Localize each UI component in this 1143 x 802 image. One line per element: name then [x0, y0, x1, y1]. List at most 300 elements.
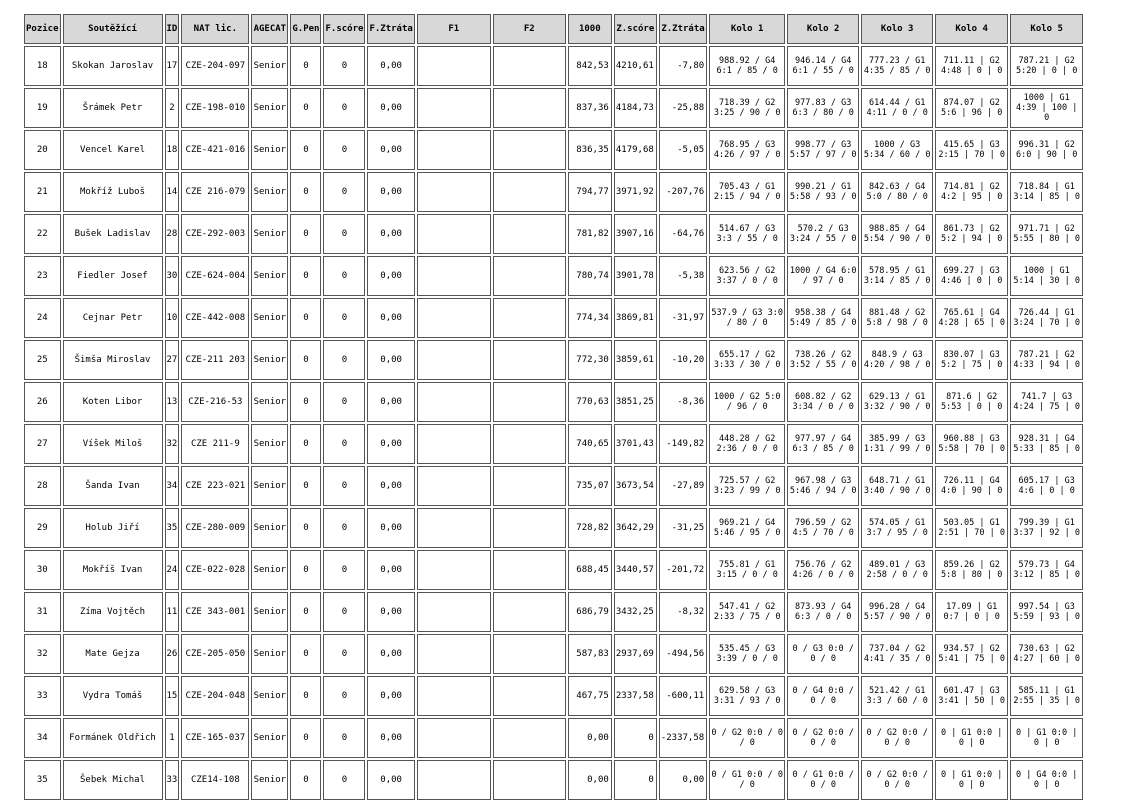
header-f-ztrata: F.Ztráta — [367, 14, 414, 44]
cell-pos: 19 — [24, 88, 61, 128]
header-kolo-1: Kolo 1 — [709, 14, 785, 44]
cell-fscore: 0 — [323, 88, 365, 128]
table-row — [24, 466, 1083, 506]
cell-f1 — [417, 718, 491, 758]
header-nat-lic: NAT lic. — [181, 14, 249, 44]
table-row — [24, 46, 1083, 86]
cell-pos: 24 — [24, 298, 61, 338]
cell-pos: 34 — [24, 718, 61, 758]
cell-kolo4: 17.09 | G1 0:7 | 0 | 0 — [935, 592, 1008, 632]
cell-nat: CZE-216-53 — [181, 382, 249, 422]
cell-agecat: Senior — [251, 172, 288, 212]
cell-k1000: 735,07 — [568, 466, 612, 506]
header-soutezici: Soutěžící — [63, 14, 163, 44]
cell-nat: CZE 223-021 — [181, 466, 249, 506]
cell-f2 — [493, 88, 566, 128]
cell-f2 — [493, 214, 566, 254]
cell-kolo3: 521.42 / G1 3:3 / 60 / 0 — [861, 676, 933, 716]
cell-f1 — [417, 634, 491, 674]
cell-nat: CZE-280-009 — [181, 508, 249, 548]
cell-zscore: 3901,78 — [614, 256, 657, 296]
cell-gpen: 0 — [290, 508, 321, 548]
cell-k1000: 842,53 — [568, 46, 612, 86]
cell-fztrata: 0,00 — [367, 172, 414, 212]
header-z-ztrata: Z.Ztráta — [659, 14, 707, 44]
cell-k1000: 587,83 — [568, 634, 612, 674]
cell-f2 — [493, 592, 566, 632]
cell-pos: 31 — [24, 592, 61, 632]
table-row — [24, 298, 1083, 338]
cell-agecat: Senior — [251, 424, 288, 464]
cell-name: Šanda Ivan — [63, 466, 163, 506]
cell-pos: 23 — [24, 256, 61, 296]
cell-kolo4: 726.11 | G4 4:0 | 90 | 0 — [935, 466, 1008, 506]
cell-name: Šimša Miroslav — [63, 340, 163, 380]
cell-nat: CZE 211-9 — [181, 424, 249, 464]
cell-kolo1: 537.9 / G3 3:0 / 80 / 0 — [709, 298, 785, 338]
cell-fztrata: 0,00 — [367, 382, 414, 422]
cell-k1000: 780,74 — [568, 256, 612, 296]
cell-f1 — [417, 508, 491, 548]
cell-kolo1: 547.41 / G2 2:33 / 75 / 0 — [709, 592, 785, 632]
cell-nat: CZE-198-010 — [181, 88, 249, 128]
cell-fztrata: 0,00 — [367, 676, 414, 716]
cell-f2 — [493, 130, 566, 170]
cell-id: 15 — [165, 676, 180, 716]
cell-k1000: 0,00 — [568, 760, 612, 800]
cell-kolo1: 629.58 / G3 3:31 / 93 / 0 — [709, 676, 785, 716]
cell-agecat: Senior — [251, 634, 288, 674]
cell-gpen: 0 — [290, 46, 321, 86]
cell-kolo1: 718.39 / G2 3:25 / 90 / 0 — [709, 88, 785, 128]
cell-kolo3: 574.05 / G1 3:7 / 95 / 0 — [861, 508, 933, 548]
cell-fscore: 0 — [323, 46, 365, 86]
cell-id: 30 — [165, 256, 180, 296]
cell-nat: CZE14-108 — [181, 760, 249, 800]
cell-kolo3: 842.63 / G4 5:0 / 80 / 0 — [861, 172, 933, 212]
cell-nat: CZE 216-079 — [181, 172, 249, 212]
cell-kolo3: 578.95 / G1 3:14 / 85 / 0 — [861, 256, 933, 296]
cell-name: Holub Jiří — [63, 508, 163, 548]
cell-id: 24 — [165, 550, 180, 590]
cell-name: Fiedler Josef — [63, 256, 163, 296]
cell-fztrata: 0,00 — [367, 46, 414, 86]
cell-name: Bušek Ladislav — [63, 214, 163, 254]
cell-zscore: 3642,29 — [614, 508, 657, 548]
cell-gpen: 0 — [290, 760, 321, 800]
cell-fscore: 0 — [323, 676, 365, 716]
table-row — [24, 676, 1083, 716]
cell-fztrata: 0,00 — [367, 424, 414, 464]
cell-agecat: Senior — [251, 676, 288, 716]
cell-zztrata: -149,82 — [659, 424, 707, 464]
cell-f1 — [417, 676, 491, 716]
cell-f2 — [493, 550, 566, 590]
cell-pos: 32 — [24, 634, 61, 674]
cell-pos: 28 — [24, 466, 61, 506]
cell-kolo3: 988.85 / G4 5:54 / 90 / 0 — [861, 214, 933, 254]
cell-kolo5: 0 | G1 0:0 | 0 | 0 — [1010, 718, 1083, 758]
cell-fscore: 0 — [323, 382, 365, 422]
cell-zscore: 3701,43 — [614, 424, 657, 464]
cell-zscore: 0 — [614, 718, 657, 758]
table-row — [24, 508, 1083, 548]
cell-zztrata: -494,56 — [659, 634, 707, 674]
table-row — [24, 592, 1083, 632]
table-row — [24, 172, 1083, 212]
cell-kolo1: 448.28 / G2 2:36 / 0 / 0 — [709, 424, 785, 464]
cell-fscore: 0 — [323, 214, 365, 254]
cell-f2 — [493, 424, 566, 464]
cell-kolo4: 830.07 | G3 5:2 | 75 | 0 — [935, 340, 1008, 380]
cell-kolo3: 629.13 / G1 3:32 / 90 / 0 — [861, 382, 933, 422]
cell-gpen: 0 — [290, 382, 321, 422]
cell-id: 32 — [165, 424, 180, 464]
cell-k1000: 467,75 — [568, 676, 612, 716]
cell-kolo4: 0 | G1 0:0 | 0 | 0 — [935, 760, 1008, 800]
cell-kolo3: 777.23 / G1 4:35 / 85 / 0 — [861, 46, 933, 86]
cell-zztrata: -27,89 — [659, 466, 707, 506]
cell-f1 — [417, 550, 491, 590]
results-body — [24, 46, 1083, 800]
cell-kolo5: 799.39 | G1 3:37 | 92 | 0 — [1010, 508, 1083, 548]
cell-f1 — [417, 46, 491, 86]
cell-kolo2: 570.2 / G3 3:24 / 55 / 0 — [787, 214, 859, 254]
cell-fztrata: 0,00 — [367, 550, 414, 590]
table-row — [24, 256, 1083, 296]
cell-zscore: 3440,57 — [614, 550, 657, 590]
cell-kolo5: 928.31 | G4 5:33 | 85 | 0 — [1010, 424, 1083, 464]
cell-f1 — [417, 172, 491, 212]
cell-kolo1: 705.43 / G1 2:15 / 94 / 0 — [709, 172, 785, 212]
cell-kolo5: 997.54 | G3 5:59 | 93 | 0 — [1010, 592, 1083, 632]
cell-kolo4: 503.05 | G1 2:51 | 70 | 0 — [935, 508, 1008, 548]
cell-id: 27 — [165, 340, 180, 380]
header-g-pen: G.Pen — [290, 14, 321, 44]
cell-kolo1: 768.95 / G3 4:26 / 97 / 0 — [709, 130, 785, 170]
cell-pos: 22 — [24, 214, 61, 254]
cell-fztrata: 0,00 — [367, 256, 414, 296]
cell-kolo2: 967.98 / G3 5:46 / 94 / 0 — [787, 466, 859, 506]
cell-kolo2: 1000 / G4 6:0 / 97 / 0 — [787, 256, 859, 296]
cell-k1000: 740,65 — [568, 424, 612, 464]
cell-kolo2: 990.21 / G1 5:58 / 93 / 0 — [787, 172, 859, 212]
cell-kolo1: 0 / G2 0:0 / 0 / 0 — [709, 718, 785, 758]
cell-kolo1: 988.92 / G4 6:1 / 85 / 0 — [709, 46, 785, 86]
cell-fscore: 0 — [323, 298, 365, 338]
cell-kolo1: 755.81 / G1 3:15 / 0 / 0 — [709, 550, 785, 590]
cell-f1 — [417, 760, 491, 800]
cell-zztrata: -7,80 — [659, 46, 707, 86]
cell-f1 — [417, 340, 491, 380]
cell-name: Koten Libor — [63, 382, 163, 422]
cell-gpen: 0 — [290, 172, 321, 212]
cell-agecat: Senior — [251, 718, 288, 758]
cell-k1000: 770,63 — [568, 382, 612, 422]
cell-pos: 33 — [24, 676, 61, 716]
cell-fztrata: 0,00 — [367, 466, 414, 506]
cell-f1 — [417, 214, 491, 254]
cell-f2 — [493, 760, 566, 800]
cell-kolo1: 623.56 / G2 3:37 / 0 / 0 — [709, 256, 785, 296]
cell-kolo4: 601.47 | G3 3:41 | 50 | 0 — [935, 676, 1008, 716]
cell-fztrata: 0,00 — [367, 592, 414, 632]
cell-fscore: 0 — [323, 424, 365, 464]
cell-gpen: 0 — [290, 592, 321, 632]
cell-gpen: 0 — [290, 88, 321, 128]
cell-gpen: 0 — [290, 424, 321, 464]
cell-id: 17 — [165, 46, 180, 86]
cell-id: 34 — [165, 466, 180, 506]
cell-gpen: 0 — [290, 634, 321, 674]
cell-kolo3: 848.9 / G3 4:20 / 98 / 0 — [861, 340, 933, 380]
cell-id: 18 — [165, 130, 180, 170]
header-z-score: Z.scóre — [614, 14, 657, 44]
cell-kolo5: 971.71 | G2 5:55 | 80 | 0 — [1010, 214, 1083, 254]
header-k1000: 1000 — [568, 14, 612, 44]
cell-kolo2: 756.76 / G2 4:26 / 0 / 0 — [787, 550, 859, 590]
header-agecat: AGECAT — [251, 14, 288, 44]
cell-fztrata: 0,00 — [367, 508, 414, 548]
cell-f2 — [493, 382, 566, 422]
cell-agecat: Senior — [251, 130, 288, 170]
cell-agecat: Senior — [251, 382, 288, 422]
cell-id: 2 — [165, 88, 180, 128]
header-f-score: F.scóre — [323, 14, 365, 44]
cell-f1 — [417, 88, 491, 128]
table-row — [24, 718, 1083, 758]
cell-zztrata: -201,72 — [659, 550, 707, 590]
cell-gpen: 0 — [290, 298, 321, 338]
cell-kolo2: 0 / G3 0:0 / 0 / 0 — [787, 634, 859, 674]
cell-pos: 21 — [24, 172, 61, 212]
cell-kolo5: 579.73 | G4 3:12 | 85 | 0 — [1010, 550, 1083, 590]
cell-nat: CZE-624-004 — [181, 256, 249, 296]
cell-fztrata: 0,00 — [367, 340, 414, 380]
cell-name: Šrámek Petr — [63, 88, 163, 128]
cell-id: 11 — [165, 592, 180, 632]
cell-name: Vencel Karel — [63, 130, 163, 170]
cell-f2 — [493, 718, 566, 758]
cell-zztrata: -8,32 — [659, 592, 707, 632]
cell-fztrata: 0,00 — [367, 760, 414, 800]
cell-agecat: Senior — [251, 256, 288, 296]
cell-kolo2: 608.82 / G2 3:34 / 0 / 0 — [787, 382, 859, 422]
cell-k1000: 781,82 — [568, 214, 612, 254]
cell-nat: CZE-442-008 — [181, 298, 249, 338]
cell-f1 — [417, 424, 491, 464]
cell-zztrata: 0,00 — [659, 760, 707, 800]
cell-kolo2: 998.77 / G3 5:57 / 97 / 0 — [787, 130, 859, 170]
results-table-wrapper — [22, 12, 1085, 802]
cell-kolo3: 489.01 / G3 2:58 / 0 / 0 — [861, 550, 933, 590]
cell-agecat: Senior — [251, 508, 288, 548]
table-row — [24, 214, 1083, 254]
cell-gpen: 0 — [290, 256, 321, 296]
cell-fscore: 0 — [323, 592, 365, 632]
cell-zscore: 4184,73 — [614, 88, 657, 128]
cell-kolo4: 960.88 | G3 5:58 | 70 | 0 — [935, 424, 1008, 464]
cell-f1 — [417, 256, 491, 296]
cell-zscore: 3432,25 — [614, 592, 657, 632]
cell-kolo5: 787.21 | G2 4:33 | 94 | 0 — [1010, 340, 1083, 380]
cell-kolo2: 958.38 / G4 5:49 / 85 / 0 — [787, 298, 859, 338]
cell-fscore: 0 — [323, 634, 365, 674]
cell-k1000: 688,45 — [568, 550, 612, 590]
cell-gpen: 0 — [290, 718, 321, 758]
cell-id: 28 — [165, 214, 180, 254]
cell-name: Mokříš Ivan — [63, 550, 163, 590]
cell-zscore: 4210,61 — [614, 46, 657, 86]
cell-kolo2: 796.59 / G2 4:5 / 70 / 0 — [787, 508, 859, 548]
cell-fztrata: 0,00 — [367, 130, 414, 170]
cell-id: 33 — [165, 760, 180, 800]
cell-f2 — [493, 172, 566, 212]
cell-fscore: 0 — [323, 172, 365, 212]
cell-zztrata: -207,76 — [659, 172, 707, 212]
cell-kolo4: 714.81 | G2 4:2 | 95 | 0 — [935, 172, 1008, 212]
cell-f2 — [493, 508, 566, 548]
cell-kolo3: 385.99 / G3 1:31 / 99 / 0 — [861, 424, 933, 464]
cell-id: 26 — [165, 634, 180, 674]
cell-fztrata: 0,00 — [367, 634, 414, 674]
cell-kolo5: 605.17 | G3 4:6 | 0 | 0 — [1010, 466, 1083, 506]
cell-kolo3: 881.48 / G2 5:8 / 98 / 0 — [861, 298, 933, 338]
cell-kolo5: 1000 | G1 5:14 | 30 | 0 — [1010, 256, 1083, 296]
cell-zztrata: -31,25 — [659, 508, 707, 548]
cell-agecat: Senior — [251, 340, 288, 380]
cell-agecat: Senior — [251, 46, 288, 86]
cell-fztrata: 0,00 — [367, 214, 414, 254]
cell-kolo4: 765.61 | G4 4:28 | 65 | 0 — [935, 298, 1008, 338]
cell-name: Mate Gejza — [63, 634, 163, 674]
cell-nat: CZE-022-028 — [181, 550, 249, 590]
cell-kolo5: 726.44 | G1 3:24 | 70 | 0 — [1010, 298, 1083, 338]
cell-zscore: 0 — [614, 760, 657, 800]
cell-kolo2: 0 / G2 0:0 / 0 / 0 — [787, 718, 859, 758]
table-row — [24, 130, 1083, 170]
cell-name: Cejnar Petr — [63, 298, 163, 338]
cell-kolo5: 0 | G4 0:0 | 0 | 0 — [1010, 760, 1083, 800]
cell-kolo1: 725.57 / G2 3:23 / 99 / 0 — [709, 466, 785, 506]
cell-agecat: Senior — [251, 88, 288, 128]
cell-kolo3: 1000 / G3 5:34 / 60 / 0 — [861, 130, 933, 170]
cell-fscore: 0 — [323, 340, 365, 380]
cell-agecat: Senior — [251, 214, 288, 254]
cell-zscore: 3971,92 — [614, 172, 657, 212]
cell-fscore: 0 — [323, 508, 365, 548]
cell-nat: CZE-204-097 — [181, 46, 249, 86]
cell-fscore: 0 — [323, 550, 365, 590]
cell-zscore: 2937,69 — [614, 634, 657, 674]
cell-gpen: 0 — [290, 676, 321, 716]
cell-pos: 27 — [24, 424, 61, 464]
cell-f1 — [417, 592, 491, 632]
cell-kolo4: 0 | G1 0:0 | 0 | 0 — [935, 718, 1008, 758]
header-f1: F1 — [417, 14, 491, 44]
cell-kolo3: 648.71 / G1 3:40 / 90 / 0 — [861, 466, 933, 506]
cell-k1000: 0,00 — [568, 718, 612, 758]
cell-nat: CZE-421-016 — [181, 130, 249, 170]
cell-fscore: 0 — [323, 760, 365, 800]
cell-f2 — [493, 676, 566, 716]
cell-pos: 25 — [24, 340, 61, 380]
cell-zztrata: -2337,58 — [659, 718, 707, 758]
cell-name: Mokříž Luboš — [63, 172, 163, 212]
table-row — [24, 760, 1083, 800]
cell-pos: 26 — [24, 382, 61, 422]
cell-kolo5: 730.63 | G2 4:27 | 60 | 0 — [1010, 634, 1083, 674]
cell-zztrata: -600,11 — [659, 676, 707, 716]
cell-k1000: 836,35 — [568, 130, 612, 170]
cell-kolo4: 874.07 | G2 5:6 | 96 | 0 — [935, 88, 1008, 128]
cell-pos: 30 — [24, 550, 61, 590]
cell-kolo2: 0 / G1 0:0 / 0 / 0 — [787, 760, 859, 800]
cell-gpen: 0 — [290, 130, 321, 170]
cell-kolo4: 711.11 | G2 4:48 | 0 | 0 — [935, 46, 1008, 86]
cell-zscore: 3859,61 — [614, 340, 657, 380]
cell-id: 14 — [165, 172, 180, 212]
cell-name: Skokan Jaroslav — [63, 46, 163, 86]
cell-kolo5: 741.7 | G3 4:24 | 75 | 0 — [1010, 382, 1083, 422]
cell-pos: 35 — [24, 760, 61, 800]
cell-kolo5: 1000 | G1 4:39 | 100 | 0 — [1010, 88, 1083, 128]
table-row — [24, 382, 1083, 422]
table-row — [24, 340, 1083, 380]
table-row — [24, 424, 1083, 464]
header-f2: F2 — [493, 14, 566, 44]
cell-agecat: Senior — [251, 466, 288, 506]
cell-pos: 29 — [24, 508, 61, 548]
cell-zscore: 3851,25 — [614, 382, 657, 422]
cell-kolo3: 614.44 / G1 4:11 / 0 / 0 — [861, 88, 933, 128]
cell-id: 1 — [165, 718, 180, 758]
cell-gpen: 0 — [290, 466, 321, 506]
cell-name: Vydra Tomáš — [63, 676, 163, 716]
header-kolo-2: Kolo 2 — [787, 14, 859, 44]
cell-kolo2: 873.93 / G4 6:3 / 0 / 0 — [787, 592, 859, 632]
cell-agecat: Senior — [251, 760, 288, 800]
cell-nat: CZE-165-037 — [181, 718, 249, 758]
cell-f2 — [493, 340, 566, 380]
cell-kolo2: 946.14 / G4 6:1 / 55 / 0 — [787, 46, 859, 86]
cell-nat: CZE-211 203 — [181, 340, 249, 380]
cell-f1 — [417, 382, 491, 422]
cell-kolo4: 699.27 | G3 4:46 | 0 | 0 — [935, 256, 1008, 296]
cell-gpen: 0 — [290, 214, 321, 254]
header-pozice: Pozice — [24, 14, 61, 44]
cell-f2 — [493, 466, 566, 506]
table-row — [24, 634, 1083, 674]
cell-k1000: 772,30 — [568, 340, 612, 380]
cell-name: Zíma Vojtěch — [63, 592, 163, 632]
cell-kolo5: 585.11 | G1 2:55 | 35 | 0 — [1010, 676, 1083, 716]
cell-nat: CZE-204-048 — [181, 676, 249, 716]
cell-agecat: Senior — [251, 298, 288, 338]
cell-name: Šebek Michal — [63, 760, 163, 800]
cell-nat: CZE 343-001 — [181, 592, 249, 632]
cell-gpen: 0 — [290, 340, 321, 380]
cell-fztrata: 0,00 — [367, 88, 414, 128]
cell-gpen: 0 — [290, 550, 321, 590]
cell-pos: 20 — [24, 130, 61, 170]
cell-k1000: 774,34 — [568, 298, 612, 338]
cell-kolo2: 0 / G4 0:0 / 0 / 0 — [787, 676, 859, 716]
cell-zztrata: -5,05 — [659, 130, 707, 170]
cell-kolo1: 535.45 / G3 3:39 / 0 / 0 — [709, 634, 785, 674]
cell-f2 — [493, 298, 566, 338]
cell-kolo4: 871.6 | G2 5:53 | 0 | 0 — [935, 382, 1008, 422]
